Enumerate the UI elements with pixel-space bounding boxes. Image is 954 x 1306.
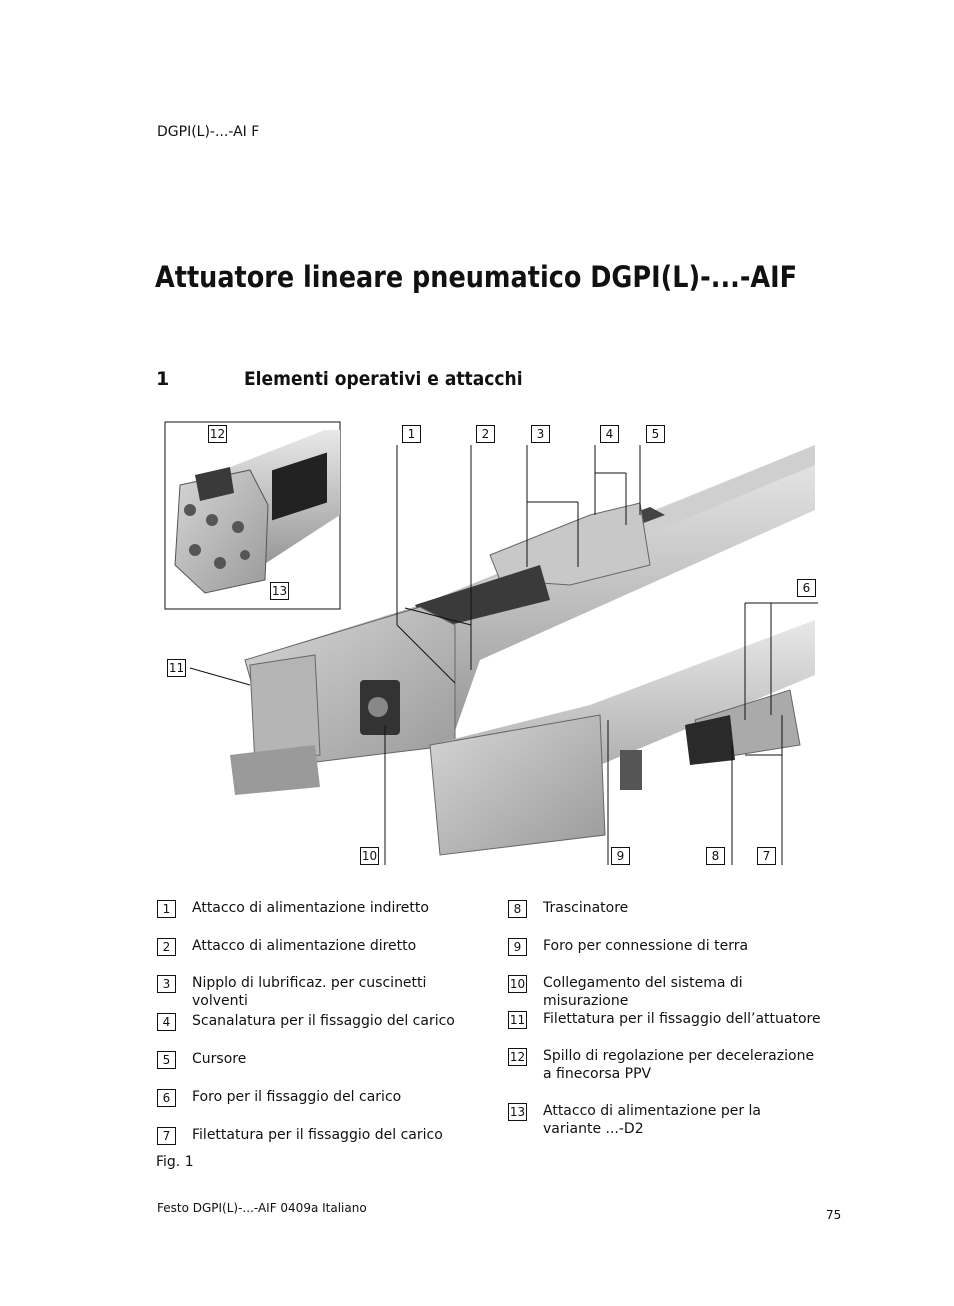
legend-number: 6 [157, 1089, 176, 1107]
legend-item [508, 1010, 823, 1029]
footer-document-info: Festo DGPI(L)-...-AIF 0409a Italiano [157, 1201, 367, 1215]
legend-number: 1 [157, 900, 176, 918]
figure-caption: Fig. 1 [156, 1154, 194, 1170]
page-number: 75 [826, 1208, 842, 1222]
page-title: Attuatore lineare pneumatico DGPI(L)-...-AIF [155, 260, 798, 294]
legend-text: Attacco di alimentazione indiretto [192, 900, 429, 916]
legend-text: Filettatura per il fissaggio dell’attuatore [543, 1011, 821, 1027]
legend-number: 9 [508, 938, 527, 956]
callout-2: 2 [476, 425, 495, 443]
legend-item [508, 937, 823, 956]
legend-text: Collegamento del sistema di misurazione [543, 975, 743, 1009]
legend-number: 10 [509, 977, 526, 991]
callout-11: 11 [168, 661, 185, 675]
legend-number: 2 [157, 938, 176, 956]
callout-10: 10 [361, 849, 378, 863]
legend-text: Foro per il fissaggio del carico [192, 1089, 402, 1105]
legend-item [508, 899, 823, 918]
legend-item [157, 899, 472, 918]
actuator-illustration [150, 415, 830, 875]
legend-text: Trascinatore [543, 900, 629, 916]
legend-number: 4 [157, 1013, 176, 1031]
callout-6: 6 [797, 579, 816, 597]
legend-text: Cursore [192, 1051, 247, 1067]
legend-item [508, 1047, 823, 1083]
legend-item [157, 1088, 472, 1107]
legend-text: Scanalatura per il fissaggio del carico [192, 1013, 455, 1029]
legend-number: 8 [508, 900, 527, 918]
legend-item [508, 1102, 823, 1138]
legend-number: 11 [509, 1013, 526, 1027]
legend-number: 12 [509, 1050, 526, 1064]
callout-1: 1 [402, 425, 421, 443]
legend-number: 13 [509, 1105, 526, 1119]
actuator-figure [150, 415, 830, 875]
callout-8: 8 [706, 847, 725, 865]
legend-item [508, 974, 823, 1010]
legend-item [157, 1012, 472, 1031]
legend-number: 7 [157, 1127, 176, 1145]
callout-12: 12 [209, 427, 226, 441]
callout-4: 4 [600, 425, 619, 443]
legend-text: Attacco di alimentazione diretto [192, 938, 417, 954]
legend-text: Attacco di alimentazione per la variante ...-D2 [543, 1103, 761, 1137]
legend-text: Nipplo di lubrificaz. per cuscinetti volventi [192, 975, 427, 1009]
callout-9: 9 [611, 847, 630, 865]
legend-number: 5 [157, 1051, 176, 1069]
callout-5: 5 [646, 425, 665, 443]
callout-7: 7 [757, 847, 776, 865]
legend-text: Spillo di regolazione per decelerazione a finecorsa PPV [543, 1048, 815, 1082]
legend-item [157, 937, 472, 956]
callout-13: 13 [271, 584, 288, 598]
legend-text: Filettatura per il fissaggio del carico [192, 1127, 443, 1143]
section-number: 1 [156, 368, 170, 390]
section-title: Elementi operativi e attacchi [244, 368, 523, 390]
legend-text: Foro per connessione di terra [543, 938, 749, 954]
callout-3: 3 [531, 425, 550, 443]
legend-number: 3 [157, 975, 176, 993]
legend-item [157, 974, 472, 1010]
legend-item [157, 1126, 472, 1145]
legend-item [157, 1050, 472, 1069]
document-code-header: DGPI(L)-...-AI F [157, 124, 260, 140]
